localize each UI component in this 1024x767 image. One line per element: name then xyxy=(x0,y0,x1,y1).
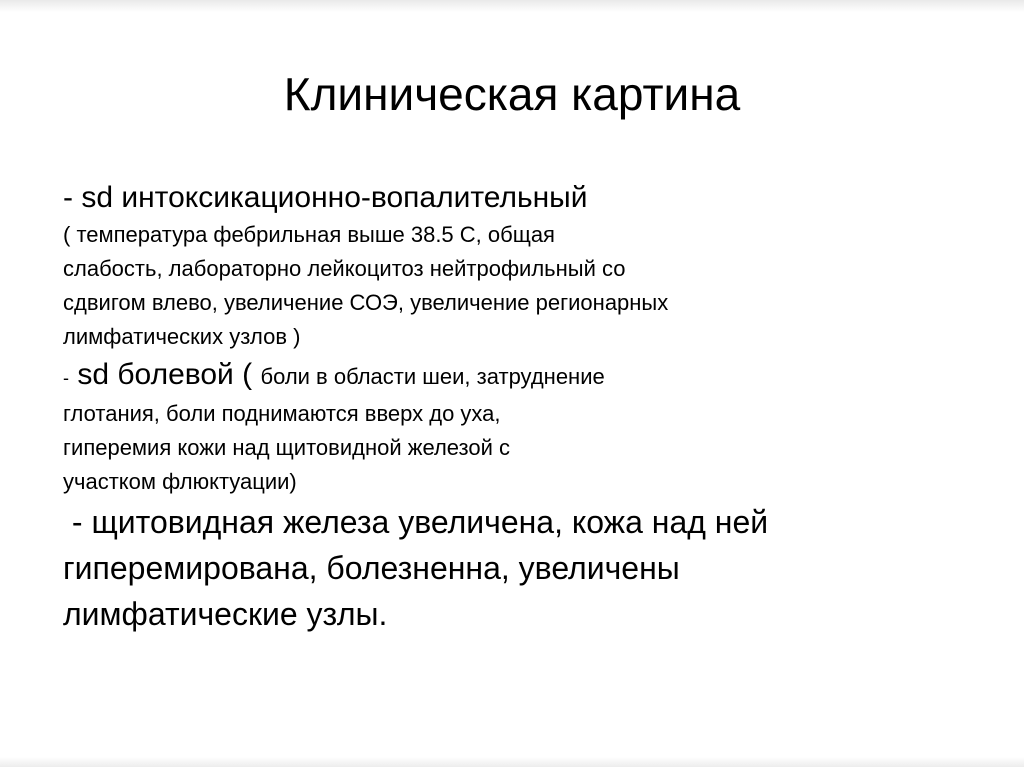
slide-body xyxy=(63,178,983,637)
syndrome-pain-detail-line: глотания, боли поднимаются вверх до уха, xyxy=(63,401,501,426)
slide-top-shadow xyxy=(0,0,1024,12)
syndrome-intoxication-detail-line: лимфатических узлов ) xyxy=(63,324,301,349)
syndrome-pain-detail-line: участком флюктуации) xyxy=(63,469,297,494)
syndrome-intoxication-detail-line: сдвигом влево, увеличение СОЭ, увеличение регионарных xyxy=(63,290,669,315)
syndrome-pain-detail-line: гиперемия кожи над щитовидной железой с xyxy=(63,435,511,460)
syndrome-intoxication-detail-line: слабость, лабораторно лейкоцитоз нейтрофильный со xyxy=(63,256,626,281)
syndrome-intoxication-detail-line: ( температура фебрильная выше 38.5 С, общая xyxy=(63,222,555,247)
syndrome-pain-dash: - xyxy=(63,368,69,388)
syndrome-pain-line xyxy=(63,356,983,397)
syndrome-pain-first-detail: боли в области шеи, затруднение xyxy=(260,364,605,389)
slide-bottom-shadow xyxy=(0,757,1024,767)
conclusion-line: - щитовидная железа увеличена, кожа над ней xyxy=(63,504,769,540)
slide-title: Клиническая картина xyxy=(283,68,741,120)
conclusion-line: гиперемирована, болезненна, увеличены xyxy=(63,550,680,586)
conclusion-line: лимфатические узлы. xyxy=(63,596,388,632)
syndrome-intoxication-heading: - sd интоксикационно-вопалительный xyxy=(63,181,588,214)
syndrome-pain-heading: sd болевой ( xyxy=(69,358,261,391)
